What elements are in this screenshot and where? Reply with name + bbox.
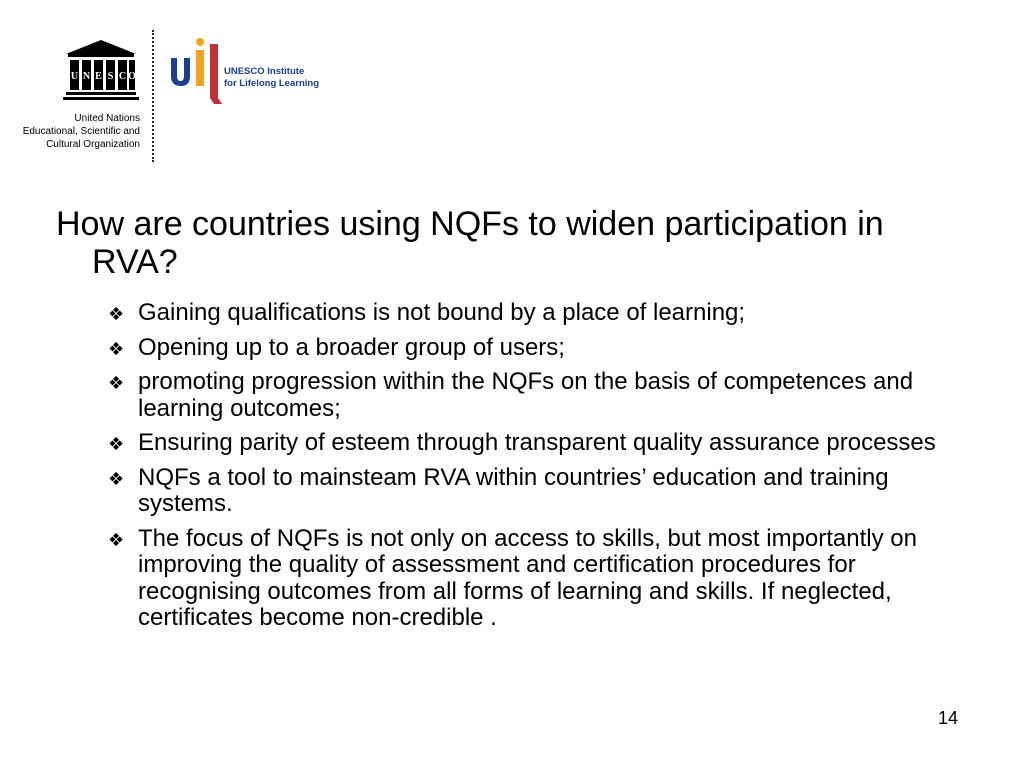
slide-header <box>0 0 1024 170</box>
diamond-bullet-icon: ❖ <box>108 338 125 359</box>
diamond-bullet-icon: ❖ <box>108 373 125 393</box>
bullet-text: Opening up to a broader group of users; <box>138 333 565 361</box>
diamond-bullet-icon: ❖ <box>108 529 125 550</box>
unesco-caption <box>18 112 140 151</box>
svg-text:E: E <box>95 71 102 82</box>
svg-text:U: U <box>70 71 79 82</box>
bullet-item <box>108 300 953 327</box>
bullet-text: NQFs a tool to mainsteam RVA within countries’ education and training systems. <box>138 463 889 517</box>
bullet-text: Gaining qualifications is not bound by a place of learning; <box>138 299 746 326</box>
bullet-text: The focus of NQFs is not only on access to skills, but most importantly on improving the quality of assessment and certification procedures for recognising outcomes from all forms of learning and skills. If neglected, certificates become non-credible . <box>138 524 917 631</box>
bullet-item <box>108 369 953 422</box>
bullet-item <box>108 465 953 518</box>
unesco-caption-line: Educational, Scientific and <box>22 126 140 137</box>
bullet-item <box>108 526 953 632</box>
uil-logo-mark-icon <box>168 36 224 106</box>
unesco-temple-icon <box>62 38 140 104</box>
svg-text:O: O <box>128 71 136 82</box>
bullet-item <box>108 335 953 362</box>
bullet-text: Ensuring parity of esteem through transparent quality assurance processes <box>138 429 936 456</box>
page-number: 14 <box>938 708 959 728</box>
uil-institute-name <box>224 66 319 90</box>
uil-name-line: for Lifelong Learning <box>224 78 319 89</box>
diamond-bullet-icon: ❖ <box>108 468 125 489</box>
logo-divider <box>152 30 154 162</box>
unesco-logo <box>18 38 143 153</box>
diamond-bullet-icon: ❖ <box>108 304 125 324</box>
svg-text:N: N <box>82 71 91 82</box>
uil-logo <box>168 36 338 106</box>
bullet-list <box>108 300 953 640</box>
diamond-bullet-icon: ❖ <box>108 434 125 454</box>
uil-name-line: UNESCO Institute <box>224 66 305 77</box>
slide-title: How are countries using NQFs to widen participation in RVA? <box>56 205 884 281</box>
svg-text:S: S <box>107 71 114 82</box>
unesco-caption-line: United Nations <box>74 113 140 124</box>
unesco-caption-line: Cultural Organization <box>46 139 140 150</box>
bullet-text: promoting progression within the NQFs on the basis of competences and learning outcomes; <box>138 368 914 422</box>
svg-text:C: C <box>118 71 127 82</box>
bullet-item <box>108 430 953 457</box>
